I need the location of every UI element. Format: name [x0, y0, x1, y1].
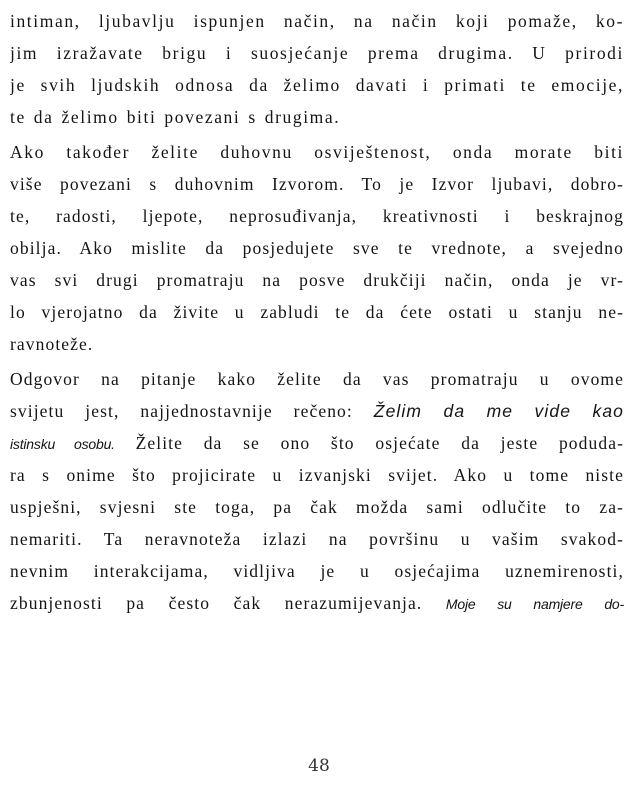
text-run: svijetu jest, najjednostavnije rečeno:: [10, 401, 374, 421]
text-line: [10, 588, 624, 618]
text-line: intiman, ljubavlju ispunjen način, na način koji pomaže, ko-: [10, 11, 624, 31]
text-line: ravnoteže.: [10, 334, 94, 354]
text-line: više povezani s duhovnim Izvorom. To je Izvor ljubavi, dobro-: [10, 174, 624, 194]
text-line: te da želimo biti povezani s drugima.: [10, 107, 341, 127]
text-line: nemariti. Ta neravnoteža izlazi na površinu u vašim svakod-: [10, 529, 624, 549]
text-line: je svih ljudskih odnosa da želimo davati i primati te emocije,: [10, 75, 624, 95]
text-line: [10, 428, 624, 458]
text-run: Želite da se ono što osjećate da jeste poduda-: [114, 433, 624, 453]
text-line: obilja. Ako mislite da posjedujete sve te vrednote, a svejedno: [10, 238, 624, 258]
text-run: zbunjenosti pa često čak nerazumijevanja.: [10, 593, 446, 613]
italic-text-run: Želim da me vide kao: [373, 401, 624, 421]
italic-text-run: Moje su namjere do-: [445, 596, 624, 612]
text-line: vas svi drugi promatraju na posve drukčiji način, onda je vr-: [10, 270, 624, 290]
text-line: nevnim interakcijama, vidljiva je u osjećajima uznemirenosti,: [10, 561, 624, 581]
text-line: [10, 396, 624, 426]
text-line: jim izražavate brigu i suosjećanje prema drugima. U prirodi: [10, 43, 624, 63]
text-line: Ako također želite duhovnu osviještenost, onda morate biti: [10, 142, 624, 162]
italic-text-run: istinsku osobu.: [10, 436, 115, 452]
text-line: uspješni, svjesni ste toga, pa čak možda sami odlučite to za-: [10, 497, 624, 517]
text-line: te, radosti, ljepote, neprosuđivanja, kreativnosti i beskrajnog: [10, 206, 624, 226]
text-line: Odgovor na pitanje kako želite da vas promatraju u ovome: [10, 369, 624, 389]
text-line: lo vjerojatno da živite u zabludi te da ćete ostati u stanju ne-: [10, 302, 624, 322]
page-number: 48: [308, 756, 330, 776]
text-line: ra s onime što projicirate u izvanjski svijet. Ako u tome niste: [10, 465, 624, 485]
